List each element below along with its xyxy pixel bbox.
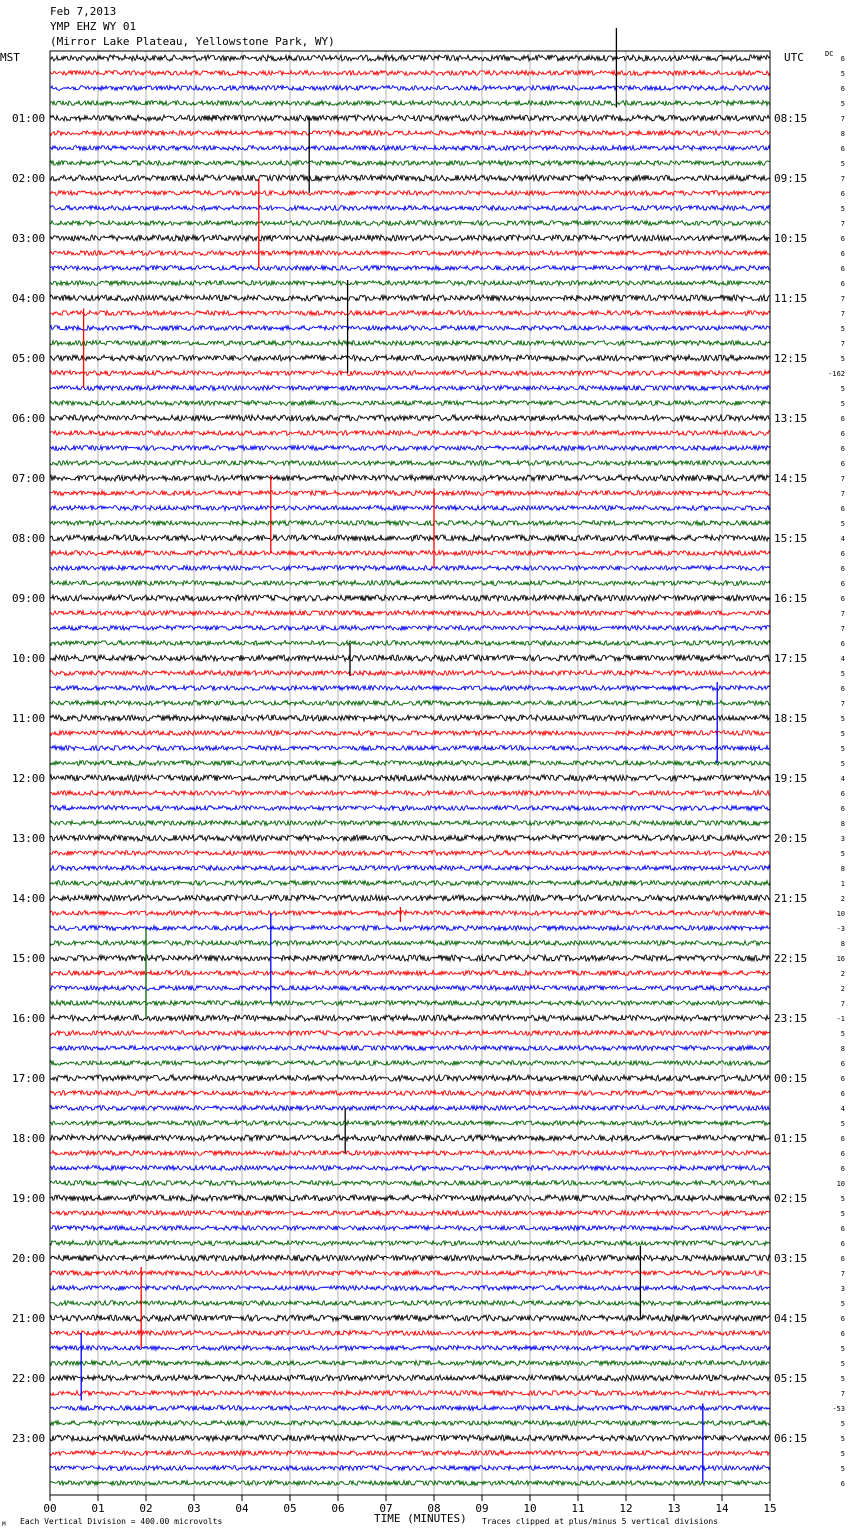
left-time-label: 16:00 <box>12 1012 46 1025</box>
seismic-trace <box>50 1391 770 1396</box>
right-time-label: 02:15 <box>774 1192 808 1205</box>
seismic-trace <box>50 401 770 406</box>
dc-offset-label: 3 <box>840 835 845 843</box>
seismic-trace <box>50 1091 770 1096</box>
left-time-label: 21:00 <box>12 1312 46 1325</box>
seismic-trace <box>50 235 770 241</box>
seismic-trace <box>50 551 770 556</box>
seismic-trace <box>50 686 770 691</box>
left-time-label: 11:00 <box>12 712 46 725</box>
dc-offset-label: 5 <box>840 670 845 678</box>
right-time-label: 19:15 <box>774 772 808 785</box>
dc-offset-label: 6 <box>840 235 845 243</box>
seismic-trace <box>50 55 770 61</box>
dc-offset-label: 5 <box>840 1030 845 1038</box>
dc-offset-label: 6 <box>840 595 845 603</box>
seismic-trace <box>50 566 770 571</box>
dc-offset-label: 5 <box>840 760 845 768</box>
seismic-trace <box>50 521 770 526</box>
dc-offset-label: 7 <box>840 115 845 123</box>
right-time-label: 04:15 <box>774 1312 808 1325</box>
right-time-label: 21:15 <box>774 892 808 905</box>
seismic-trace <box>50 731 770 736</box>
seismic-trace <box>50 701 770 706</box>
seismic-trace <box>50 911 770 916</box>
left-time-label: 07:00 <box>12 472 46 485</box>
dc-offset-label: 6 <box>840 1165 845 1173</box>
dc-offset-label: 7 <box>840 490 845 498</box>
dc-offset-label: 8 <box>840 820 845 828</box>
dc-offset-label: 5 <box>840 1450 845 1458</box>
seismic-trace <box>50 655 770 661</box>
dc-offset-label: 5 <box>840 1435 845 1443</box>
dc-offset-label: 16 <box>836 955 845 963</box>
dc-offset-label: 6 <box>840 685 845 693</box>
dc-offset-label: 6 <box>840 1240 845 1248</box>
seismic-trace <box>50 791 770 796</box>
dc-offset-label: 6 <box>840 280 845 288</box>
seismic-trace <box>50 191 770 196</box>
dc-offset-label: 6 <box>840 145 845 153</box>
seismic-trace <box>50 1241 770 1246</box>
dc-offset-label: 6 <box>840 445 845 453</box>
x-axis-label: TIME (MINUTES) <box>374 1512 467 1525</box>
dc-offset-label: 6 <box>840 415 845 423</box>
left-time-label: 17:00 <box>12 1072 46 1085</box>
dc-offset-label: 7 <box>840 1270 845 1278</box>
dc-offset-label: 6 <box>840 1150 845 1158</box>
x-tick-label: 14 <box>715 1502 729 1515</box>
x-tick-label: 11 <box>571 1502 585 1515</box>
dc-offset-label: 5 <box>840 205 845 213</box>
x-tick-label: 00 <box>43 1502 57 1515</box>
seismic-trace <box>50 715 770 721</box>
dc-offset-label: 5 <box>840 160 845 168</box>
right-time-label: 20:15 <box>774 832 808 845</box>
seismic-trace <box>50 461 770 466</box>
right-time-label: 09:15 <box>774 172 808 185</box>
dc-offset-label: 5 <box>840 1360 845 1368</box>
dc-offset-label: 2 <box>840 895 845 903</box>
dc-offset-label: 6 <box>840 565 845 573</box>
left-time-label: 15:00 <box>12 952 46 965</box>
dc-offset-label: 4 <box>840 655 845 663</box>
dc-offset-label: 5 <box>840 730 845 738</box>
right-time-label: 06:15 <box>774 1432 808 1445</box>
dc-label: DC <box>825 50 834 58</box>
dc-offset-label: 7 <box>840 340 845 348</box>
x-tick-label: 07 <box>379 1502 393 1515</box>
dc-offset-label: -162 <box>828 370 845 378</box>
x-tick-label: 03 <box>187 1502 201 1515</box>
dc-offset-label: 4 <box>840 1105 845 1113</box>
seismic-trace <box>50 446 770 451</box>
x-tick-label: 02 <box>139 1502 153 1515</box>
seismic-trace <box>50 371 770 376</box>
left-time-label: 06:00 <box>12 412 46 425</box>
dc-offset-label: 8 <box>840 130 845 138</box>
dc-offset-label: 6 <box>840 505 845 513</box>
seismic-trace <box>50 866 770 871</box>
seismic-trace <box>50 746 770 751</box>
right-zone-label: UTC <box>784 51 804 64</box>
seismic-trace <box>50 161 770 166</box>
left-time-label: 20:00 <box>12 1252 46 1265</box>
dc-offset-label: -1 <box>836 1015 845 1023</box>
seismic-trace <box>50 1121 770 1126</box>
dc-offset-label: 7 <box>840 310 845 318</box>
left-time-label: 02:00 <box>12 172 46 185</box>
left-time-label: 04:00 <box>12 292 46 305</box>
dc-offset-label: 5 <box>840 385 845 393</box>
seismic-trace <box>50 251 770 256</box>
dc-offset-label: 8 <box>840 940 845 948</box>
seismic-trace <box>50 295 770 301</box>
right-time-label: 05:15 <box>774 1372 808 1385</box>
dc-offset-label: 5 <box>840 715 845 723</box>
dc-offset-label: -3 <box>836 925 845 933</box>
x-tick-label: 08 <box>427 1502 441 1515</box>
x-tick-label: 09 <box>475 1502 489 1515</box>
dc-offset-label: 5 <box>840 520 845 528</box>
x-tick-label: 12 <box>619 1502 633 1515</box>
seismic-trace <box>50 506 770 511</box>
seismic-trace <box>50 101 770 106</box>
right-time-label: 15:15 <box>774 532 808 545</box>
clip-note: Traces clipped at plus/minus 5 vertical divisions <box>482 1517 719 1526</box>
seismic-trace <box>50 1061 770 1066</box>
dc-offset-label: 7 <box>840 1000 845 1008</box>
dc-offset-label: 4 <box>840 775 845 783</box>
seismic-trace <box>50 341 770 346</box>
dc-offset-label: 7 <box>840 475 845 483</box>
seismic-trace <box>50 175 770 181</box>
dc-offset-label: 2 <box>840 970 845 978</box>
dc-offset-label: 5 <box>840 1420 845 1428</box>
x-tick-label: 04 <box>235 1502 249 1515</box>
dc-offset-label: 7 <box>840 295 845 303</box>
seismic-trace <box>50 806 770 811</box>
seismic-trace <box>50 926 770 931</box>
left-time-label: 03:00 <box>12 232 46 245</box>
seismic-trace <box>50 1151 770 1156</box>
dc-offset-label: 5 <box>840 1120 845 1128</box>
dc-offset-label: 5 <box>840 1375 845 1383</box>
dc-offset-label: 6 <box>840 1255 845 1263</box>
dc-offset-label: 5 <box>840 1465 845 1473</box>
dc-offset-label: 5 <box>840 100 845 108</box>
seismic-trace <box>50 971 770 976</box>
scale-note: Each Vertical Division = 400.00 microvolts <box>20 1517 223 1526</box>
left-time-label: 23:00 <box>12 1432 46 1445</box>
location-label: (Mirror Lake Plateau, Yellowstone Park, WY) <box>50 35 335 48</box>
dc-offset-label: 6 <box>840 1135 845 1143</box>
right-time-label: 13:15 <box>774 412 808 425</box>
seismic-trace <box>50 206 770 211</box>
dc-offset-label: 5 <box>840 1345 845 1353</box>
seismic-trace <box>50 491 770 496</box>
right-time-label: 22:15 <box>774 952 808 965</box>
seismic-trace <box>50 821 770 826</box>
seismic-trace <box>50 1075 770 1081</box>
dc-offset-label: 8 <box>840 1045 845 1053</box>
left-time-label: 09:00 <box>12 592 46 605</box>
seismic-trace <box>50 1181 770 1186</box>
right-time-label: 14:15 <box>774 472 808 485</box>
seismic-trace <box>50 1421 770 1426</box>
seismic-trace <box>50 535 770 541</box>
seismic-trace <box>50 851 770 856</box>
right-time-label: 23:15 <box>774 1012 808 1025</box>
seismic-trace <box>50 1031 770 1036</box>
seismic-trace <box>50 355 770 361</box>
right-time-label: 10:15 <box>774 232 808 245</box>
dc-offset-label: 6 <box>840 640 845 648</box>
dc-offset-label: 5 <box>840 850 845 858</box>
seismic-trace <box>50 386 770 391</box>
dc-offset-label: 7 <box>840 220 845 228</box>
x-tick-label: 15 <box>763 1502 777 1515</box>
seismic-trace <box>50 986 770 991</box>
dc-offset-label: 5 <box>840 1300 845 1308</box>
dc-offset-label: 7 <box>840 700 845 708</box>
right-time-label: 00:15 <box>774 1072 808 1085</box>
right-time-label: 03:15 <box>774 1252 808 1265</box>
dc-offset-label: 5 <box>840 355 845 363</box>
dc-offset-label: 6 <box>840 460 845 468</box>
dc-offset-label: 6 <box>840 85 845 93</box>
seismic-trace <box>50 1286 770 1291</box>
seismic-trace <box>50 955 770 961</box>
seismic-trace <box>50 1195 770 1201</box>
seismic-trace <box>50 1001 770 1006</box>
dc-offset-label: 6 <box>840 250 845 258</box>
seismic-trace <box>50 641 770 646</box>
dc-offset-label: 5 <box>840 400 845 408</box>
left-time-label: 01:00 <box>12 112 46 125</box>
seismic-trace <box>50 626 770 631</box>
seismic-trace <box>50 611 770 616</box>
x-tick-label: 01 <box>91 1502 105 1515</box>
left-time-label: 22:00 <box>12 1372 46 1385</box>
dc-offset-label: 6 <box>840 1330 845 1338</box>
dc-offset-label: 6 <box>840 265 845 273</box>
left-time-label: 18:00 <box>12 1132 46 1145</box>
dc-offset-label: 6 <box>840 790 845 798</box>
seismic-trace <box>50 1226 770 1231</box>
left-zone-label: MST <box>0 51 20 64</box>
right-time-label: 12:15 <box>774 352 808 365</box>
seismic-trace <box>50 1271 770 1276</box>
dc-offset-label: 3 <box>840 1285 845 1293</box>
left-time-label: 14:00 <box>12 892 46 905</box>
dc-offset-label: 5 <box>840 1195 845 1203</box>
seismic-trace <box>50 881 770 886</box>
seismic-trace <box>50 1046 770 1051</box>
seismic-trace <box>50 895 770 901</box>
seismic-trace <box>50 221 770 226</box>
seismic-trace <box>50 71 770 76</box>
left-time-label: 19:00 <box>12 1192 46 1205</box>
dc-offset-label: 6 <box>840 190 845 198</box>
left-time-label: 05:00 <box>12 352 46 365</box>
dc-offset-label: 6 <box>840 1315 845 1323</box>
dc-offset-label: 7 <box>840 610 845 618</box>
dc-offset-label: 5 <box>840 1210 845 1218</box>
seismic-trace <box>50 671 770 676</box>
seismic-trace <box>50 415 770 421</box>
seismic-trace <box>50 1406 770 1411</box>
seismic-trace <box>50 1361 770 1366</box>
seismic-trace <box>50 1466 770 1471</box>
dc-offset-label: 7 <box>840 175 845 183</box>
dc-offset-label: 2 <box>840 985 845 993</box>
seismic-trace <box>50 1451 770 1456</box>
seismic-trace <box>50 131 770 136</box>
corner-mark: M <box>2 1521 6 1528</box>
right-time-label: 16:15 <box>774 592 808 605</box>
right-time-label: 17:15 <box>774 652 808 665</box>
seismic-trace <box>50 595 770 601</box>
seismic-trace <box>50 146 770 151</box>
dc-offset-label: 6 <box>840 1090 845 1098</box>
seismic-trace <box>50 1106 770 1111</box>
seismic-trace <box>50 281 770 286</box>
seismic-trace <box>50 761 770 766</box>
seismic-trace <box>50 1255 770 1261</box>
dc-offset-label: 6 <box>840 550 845 558</box>
seismic-trace <box>50 1211 770 1216</box>
dc-offset-label: 6 <box>840 55 845 63</box>
seismic-trace <box>50 835 770 841</box>
dc-offset-label: 6 <box>840 580 845 588</box>
dc-offset-label: 6 <box>840 1075 845 1083</box>
right-time-label: 11:15 <box>774 292 808 305</box>
left-time-label: 10:00 <box>12 652 46 665</box>
dc-offset-label: 6 <box>840 805 845 813</box>
dc-offset-label: 5 <box>840 745 845 753</box>
seismic-trace <box>50 1375 770 1381</box>
station-label: YMP EHZ WY 01 <box>50 20 137 33</box>
traces <box>50 28 770 1485</box>
seismic-trace <box>50 1315 770 1321</box>
seismic-trace <box>50 1481 770 1486</box>
seismic-trace <box>50 475 770 481</box>
seismic-trace <box>50 1015 770 1021</box>
dc-offset-label: 1 <box>840 880 845 888</box>
seismic-trace <box>50 1435 770 1441</box>
seismic-trace <box>50 1331 770 1336</box>
dc-offset-label: 6 <box>840 1480 845 1488</box>
seismic-trace <box>50 115 770 121</box>
dc-offset-label: 10 <box>836 910 845 918</box>
seismic-trace <box>50 1346 770 1351</box>
left-time-label: 13:00 <box>12 832 46 845</box>
x-tick-label: 06 <box>331 1502 345 1515</box>
seismic-trace <box>50 1166 770 1171</box>
x-tick-label: 13 <box>667 1502 681 1515</box>
right-time-label: 08:15 <box>774 112 808 125</box>
seismic-trace <box>50 941 770 946</box>
seismic-trace <box>50 311 770 316</box>
dc-offset-label: 5 <box>840 70 845 78</box>
dc-offset-label: 7 <box>840 625 845 633</box>
left-time-label: 12:00 <box>12 772 46 785</box>
dc-offset-label: 6 <box>840 430 845 438</box>
seismic-trace <box>50 1135 770 1141</box>
dc-offset-label: 10 <box>836 1180 845 1188</box>
seismic-trace <box>50 326 770 331</box>
dc-offset-label: 7 <box>840 1390 845 1398</box>
x-tick-label: 10 <box>523 1502 537 1515</box>
right-time-label: 18:15 <box>774 712 808 725</box>
dc-offset-label: 5 <box>840 325 845 333</box>
seismic-trace <box>50 86 770 91</box>
x-tick-label: 05 <box>283 1502 297 1515</box>
date-label: Feb 7,2013 <box>50 5 117 18</box>
seismic-trace <box>50 431 770 436</box>
seismic-trace <box>50 581 770 586</box>
dc-offset-label: 6 <box>840 1060 845 1068</box>
right-time-label: 01:15 <box>774 1132 808 1145</box>
left-time-label: 08:00 <box>12 532 46 545</box>
seismic-trace <box>50 775 770 781</box>
dc-offset-label: 6 <box>840 1225 845 1233</box>
dc-offset-label: 8 <box>840 865 845 873</box>
dc-offset-label: 4 <box>840 535 845 543</box>
seismic-trace <box>50 266 770 271</box>
dc-offset-label: -53 <box>832 1405 845 1413</box>
seismic-trace <box>50 1301 770 1306</box>
